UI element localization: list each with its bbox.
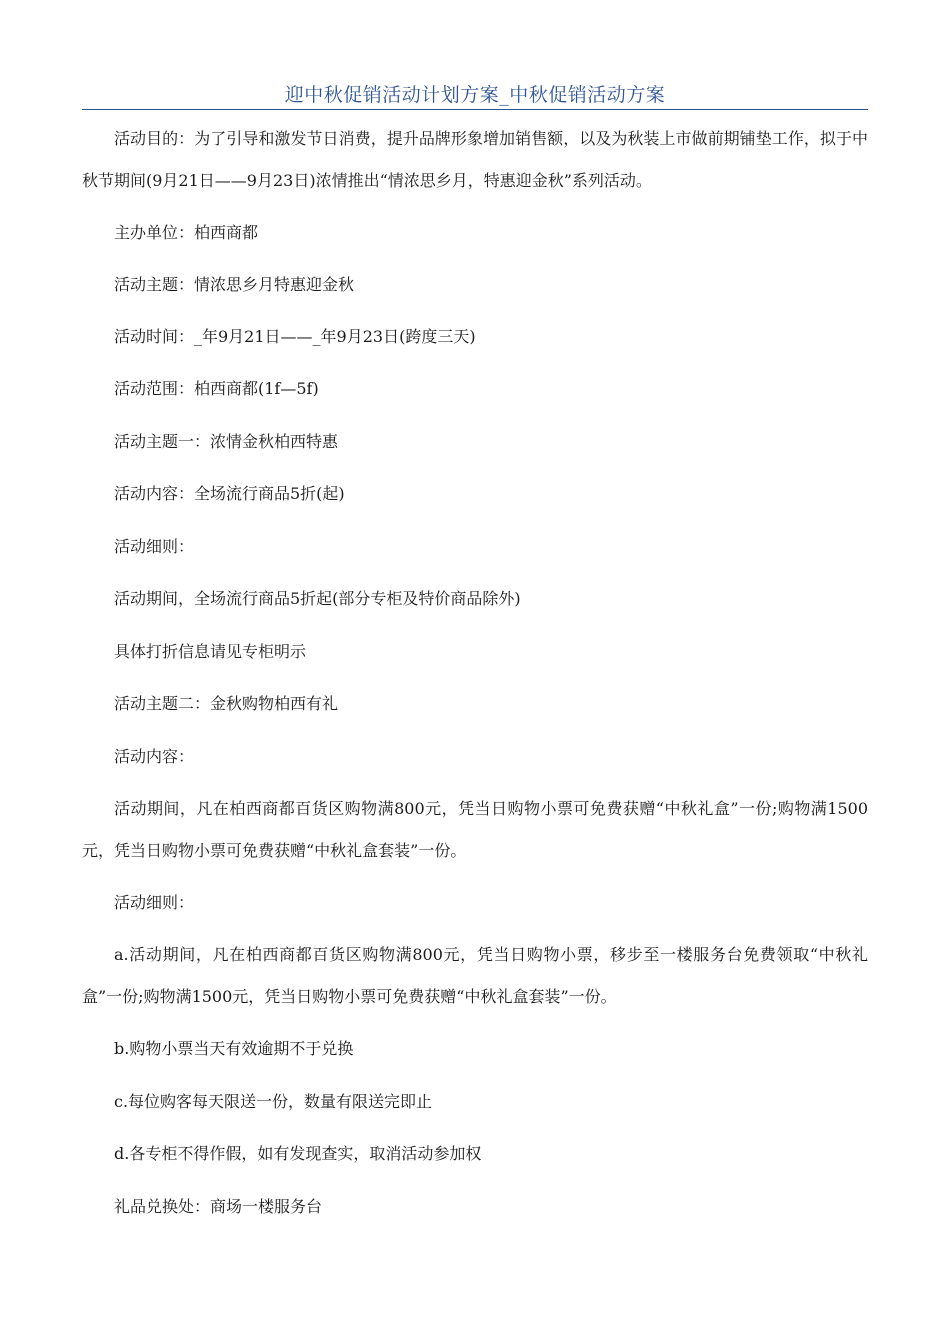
paragraph-time: 活动时间：_年9月21日——_年9月23日(跨度三天): [114, 327, 476, 346]
paragraph-rule-b: b.购物小票当天有效逾期不于兑换: [114, 1039, 354, 1058]
paragraph-rule-d: d.各专柜不得作假，如有发现查实，取消活动参加权: [114, 1144, 482, 1163]
paragraph-rules-one-detail: 活动期间，全场流行商品5折起(部分专柜及特价商品除外): [114, 589, 521, 608]
paragraph-content-one: 活动内容：全场流行商品5折(起): [114, 484, 345, 503]
header-divider: [82, 109, 868, 110]
paragraph-theme: 活动主题：情浓思乡月特惠迎金秋: [114, 275, 355, 294]
paragraph-rules-one-heading: 活动细则：: [114, 537, 195, 556]
paragraph-rule-c: c.每位购客每天限送一份，数量有限送完即止: [114, 1092, 433, 1111]
paragraph-rules-two-heading: 活动细则：: [114, 893, 195, 912]
paragraph-discount-info: 具体打折信息请见专柜明示: [114, 642, 307, 661]
paragraph-theme-one: 活动主题一：浓情金秋柏西特惠: [114, 432, 339, 451]
paragraph-rule-a: a.活动期间，凡在柏西商都百货区购物满800元，凭当日购物小票，移步至一楼服务台免费领取“中秋礼盒”一份;购物满1500元，凭当日购物小票可免费获赠“中秋礼盒套装”一份。: [82, 945, 868, 1006]
paragraph-theme-two: 活动主题二：金秋购物柏西有礼: [114, 694, 339, 713]
paragraph-redemption-location: 礼品兑换处：商场一楼服务台: [114, 1197, 323, 1216]
paragraph-organizer: 主办单位：柏西商都: [114, 223, 259, 242]
paragraph-content-two-heading: 活动内容：: [114, 747, 195, 766]
paragraph-content-two-detail: 活动期间，凡在柏西商都百货区购物满800元，凭当日购物小票可免费获赠“中秋礼盒”一份;购物满1500元，凭当日购物小票可免费获赠“中秋礼盒套装”一份。: [82, 799, 868, 860]
paragraph-scope: 活动范围：柏西商都(1f—5f): [114, 379, 319, 398]
paragraph-purpose: 活动目的：为了引导和激发节日消费，提升品牌形象增加销售额，以及为秋装上市做前期铺垫工作，拟于中秋节期间(9月21日——9月23日)浓情推出“情浓思乡月，特惠迎金秋”系列活动。: [82, 129, 868, 190]
page-title: 迎中秋促销活动计划方案_中秋促销活动方案: [284, 84, 666, 106]
